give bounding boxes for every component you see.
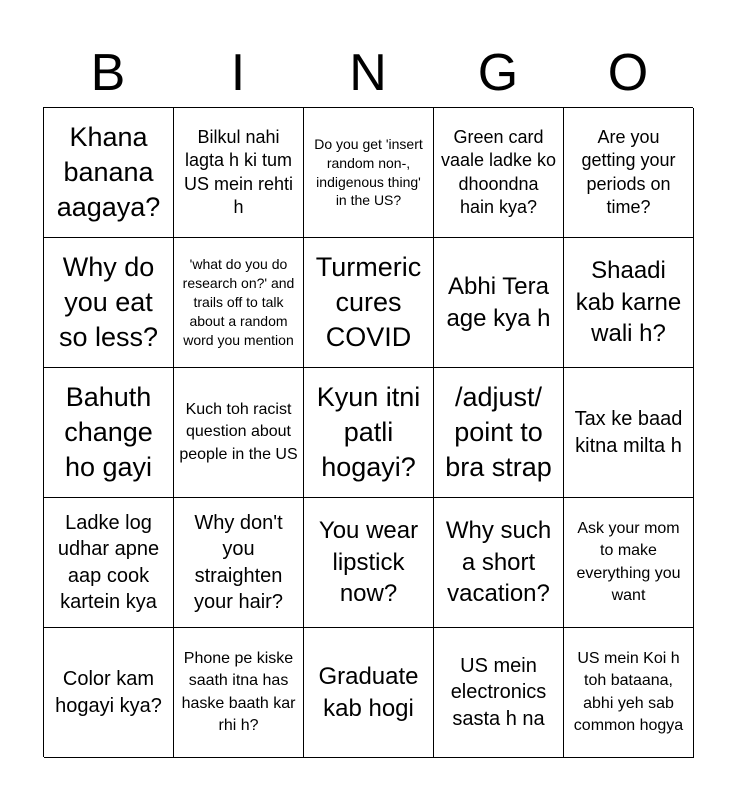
bingo-cell [434,368,564,498]
bingo-cell [44,498,174,628]
cell-text: Bahuth change ho gayi [64,381,153,483]
header-letter-b: B [90,44,126,102]
header-letter-n: N [349,44,387,102]
cell-text: Green card vaale ladke ko dhoondna hain kya? [440,126,557,217]
cell-text: Graduate kab hogi [318,662,419,722]
bingo-header [43,40,693,106]
bingo-cell [174,498,304,628]
bingo-grid [43,107,693,757]
bingo-cell [564,628,694,758]
cell-text: Tax ke baad kitna milta h [574,408,683,457]
bingo-cell [174,368,304,498]
header-letter-i: I [230,44,246,102]
header-letter-o: O [607,44,649,102]
cell-text: US mein Koi h toh bataana, abhi yeh sab common hogya [573,650,684,734]
bingo-cell [304,108,434,238]
header-letter-g: G [477,44,519,102]
bingo-cell [564,108,694,238]
cell-text: Khana banana aagaya? [56,121,161,223]
bingo-cell [304,238,434,368]
cell-text: Why don't you straighten your hair? [194,511,283,613]
cell-text: Why such a short vacation? [445,516,552,608]
cell-text: Ask your mom to make everything you want [576,520,681,604]
cell-text: Color kam hogayi kya? [55,668,162,717]
bingo-cell [304,498,434,628]
cell-text: Are you getting your periods on time? [581,126,676,217]
bingo-cell [564,238,694,368]
bingo-cell [434,238,564,368]
bingo-cell [44,238,174,368]
bingo-cell [434,628,564,758]
cell-text: Phone pe kiske saath itna has haske baath kar rhi h? [181,650,296,734]
bingo-cell [564,368,694,498]
bingo-cell [174,238,304,368]
bingo-cell [44,628,174,758]
bingo-cell [564,498,694,628]
bingo-cell [174,628,304,758]
bingo-cell [304,368,434,498]
cell-text: Do you get 'insert random non-, indigenous thing' in the US? [314,135,423,209]
cell-text: Bilkul nahi lagta h ki tum US mein rehti h [183,126,294,217]
cell-text: You wear lipstick now? [318,516,419,608]
bingo-cell [434,108,564,238]
bingo-cell [44,368,174,498]
cell-text: Kuch toh racist question about people in the US [179,401,298,463]
cell-text: 'what do you do research on?' and trails off to talk about a random word you mention [182,256,295,348]
cell-text: Turmeric cures COVID [315,251,422,353]
cell-text: Why do you eat so less? [58,251,159,353]
bingo-cell [304,628,434,758]
cell-text: Kyun itni patli hogayi? [316,381,421,483]
cell-text: Shaadi kab karne wali h? [575,256,682,348]
cell-text: Abhi Tera age kya h [446,272,551,332]
bingo-cell [434,498,564,628]
cell-text: Ladke log udhar apne aap cook kartein kya [57,511,160,613]
bingo-cell [174,108,304,238]
cell-text: /adjust/ point to bra strap [445,381,552,483]
cell-text: US mein electronics sasta h na [450,654,547,730]
bingo-cell [44,108,174,238]
